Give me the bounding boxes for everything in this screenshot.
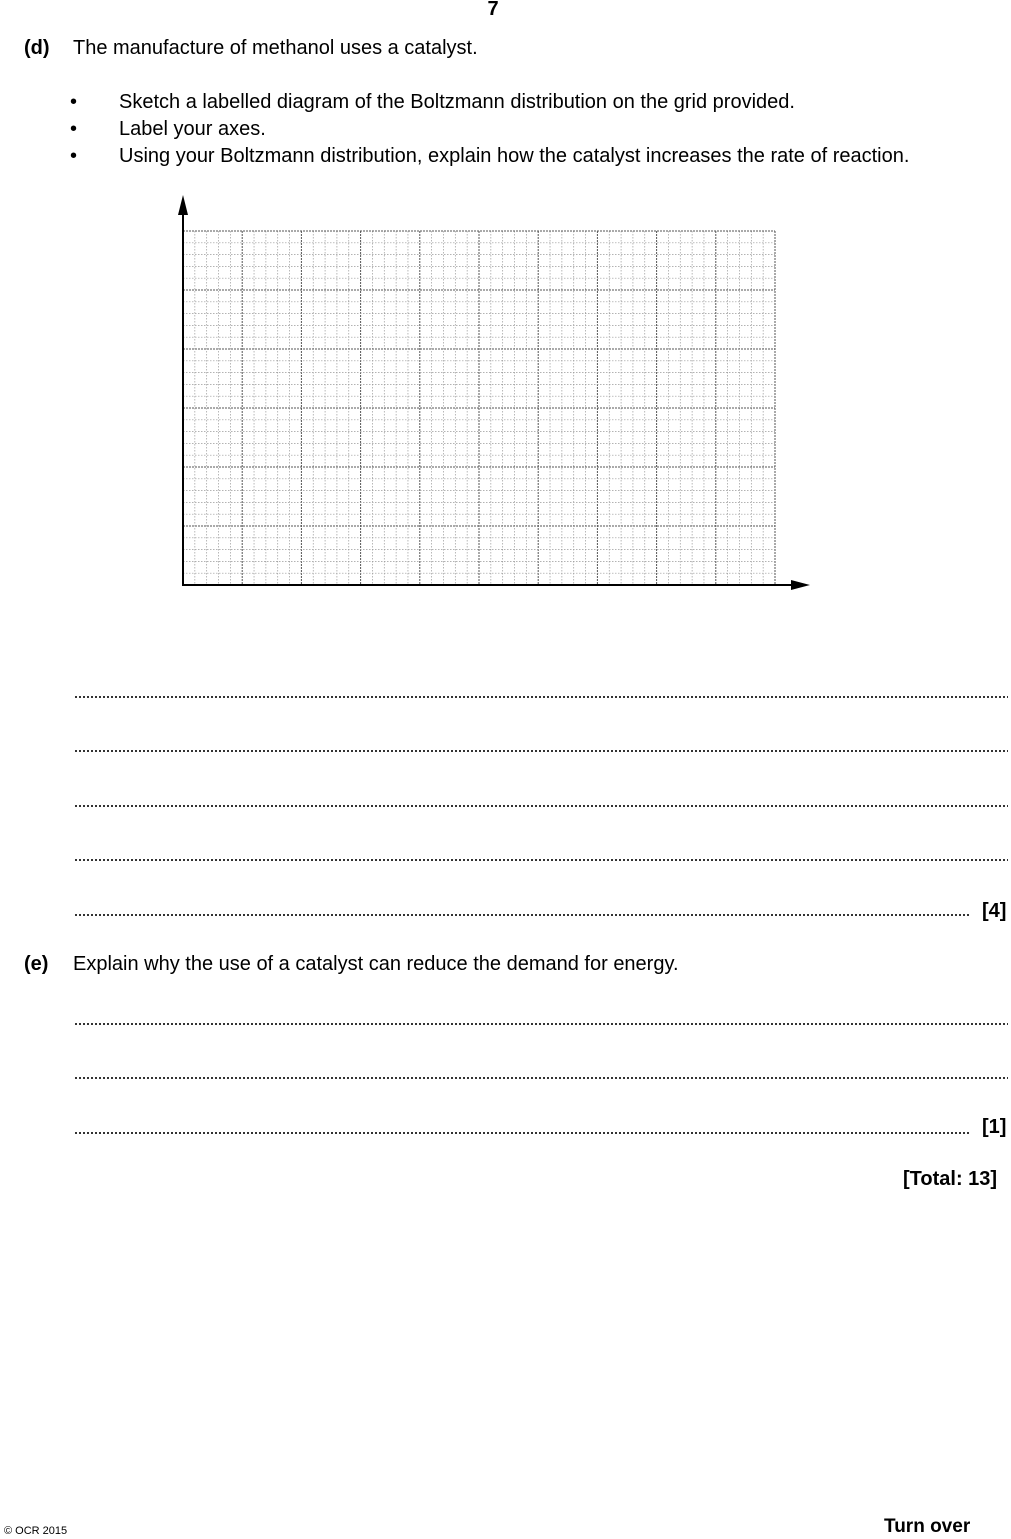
part-e-question: Explain why the use of a catalyst can reduce the demand for energy. (73, 953, 679, 975)
answer-line[interactable] (74, 696, 1008, 698)
answer-line[interactable] (74, 805, 1008, 807)
copyright-text: © OCR 2015 (4, 1525, 68, 1537)
part-e-label: (e) (24, 953, 49, 975)
y-axis-arrow-icon (178, 195, 188, 215)
bullet-text-2: Label your axes. (119, 118, 266, 140)
answer-line[interactable] (74, 750, 1008, 752)
answer-line[interactable] (74, 859, 1008, 861)
page-number: 7 (487, 0, 499, 20)
answer-line[interactable] (74, 1077, 1008, 1079)
bullet-text-3: Using your Boltzmann distribution, explain how the catalyst increases the rate of reaction. (119, 145, 910, 167)
part-d-label: (d) (24, 37, 50, 59)
answer-grid[interactable] (160, 185, 820, 595)
total-marks: [Total: 13] (903, 1168, 998, 1190)
turn-over-text: Turn over (884, 1516, 971, 1537)
bullet-text-1: Sketch a labelled diagram of the Boltzmann distribution on the grid provided. (119, 91, 795, 113)
part-e-marks: [1] (982, 1116, 1007, 1138)
answer-line[interactable] (74, 914, 970, 916)
part-d-marks: [4] (982, 900, 1007, 922)
bullet-icon: • (70, 145, 78, 167)
bullet-icon: • (70, 91, 78, 113)
answer-line[interactable] (74, 1132, 970, 1134)
part-d-question: The manufacture of methanol uses a catalyst. (73, 37, 478, 59)
answer-line[interactable] (74, 1023, 1008, 1025)
bullet-icon: • (70, 118, 78, 140)
x-axis-arrow-icon (791, 580, 810, 590)
